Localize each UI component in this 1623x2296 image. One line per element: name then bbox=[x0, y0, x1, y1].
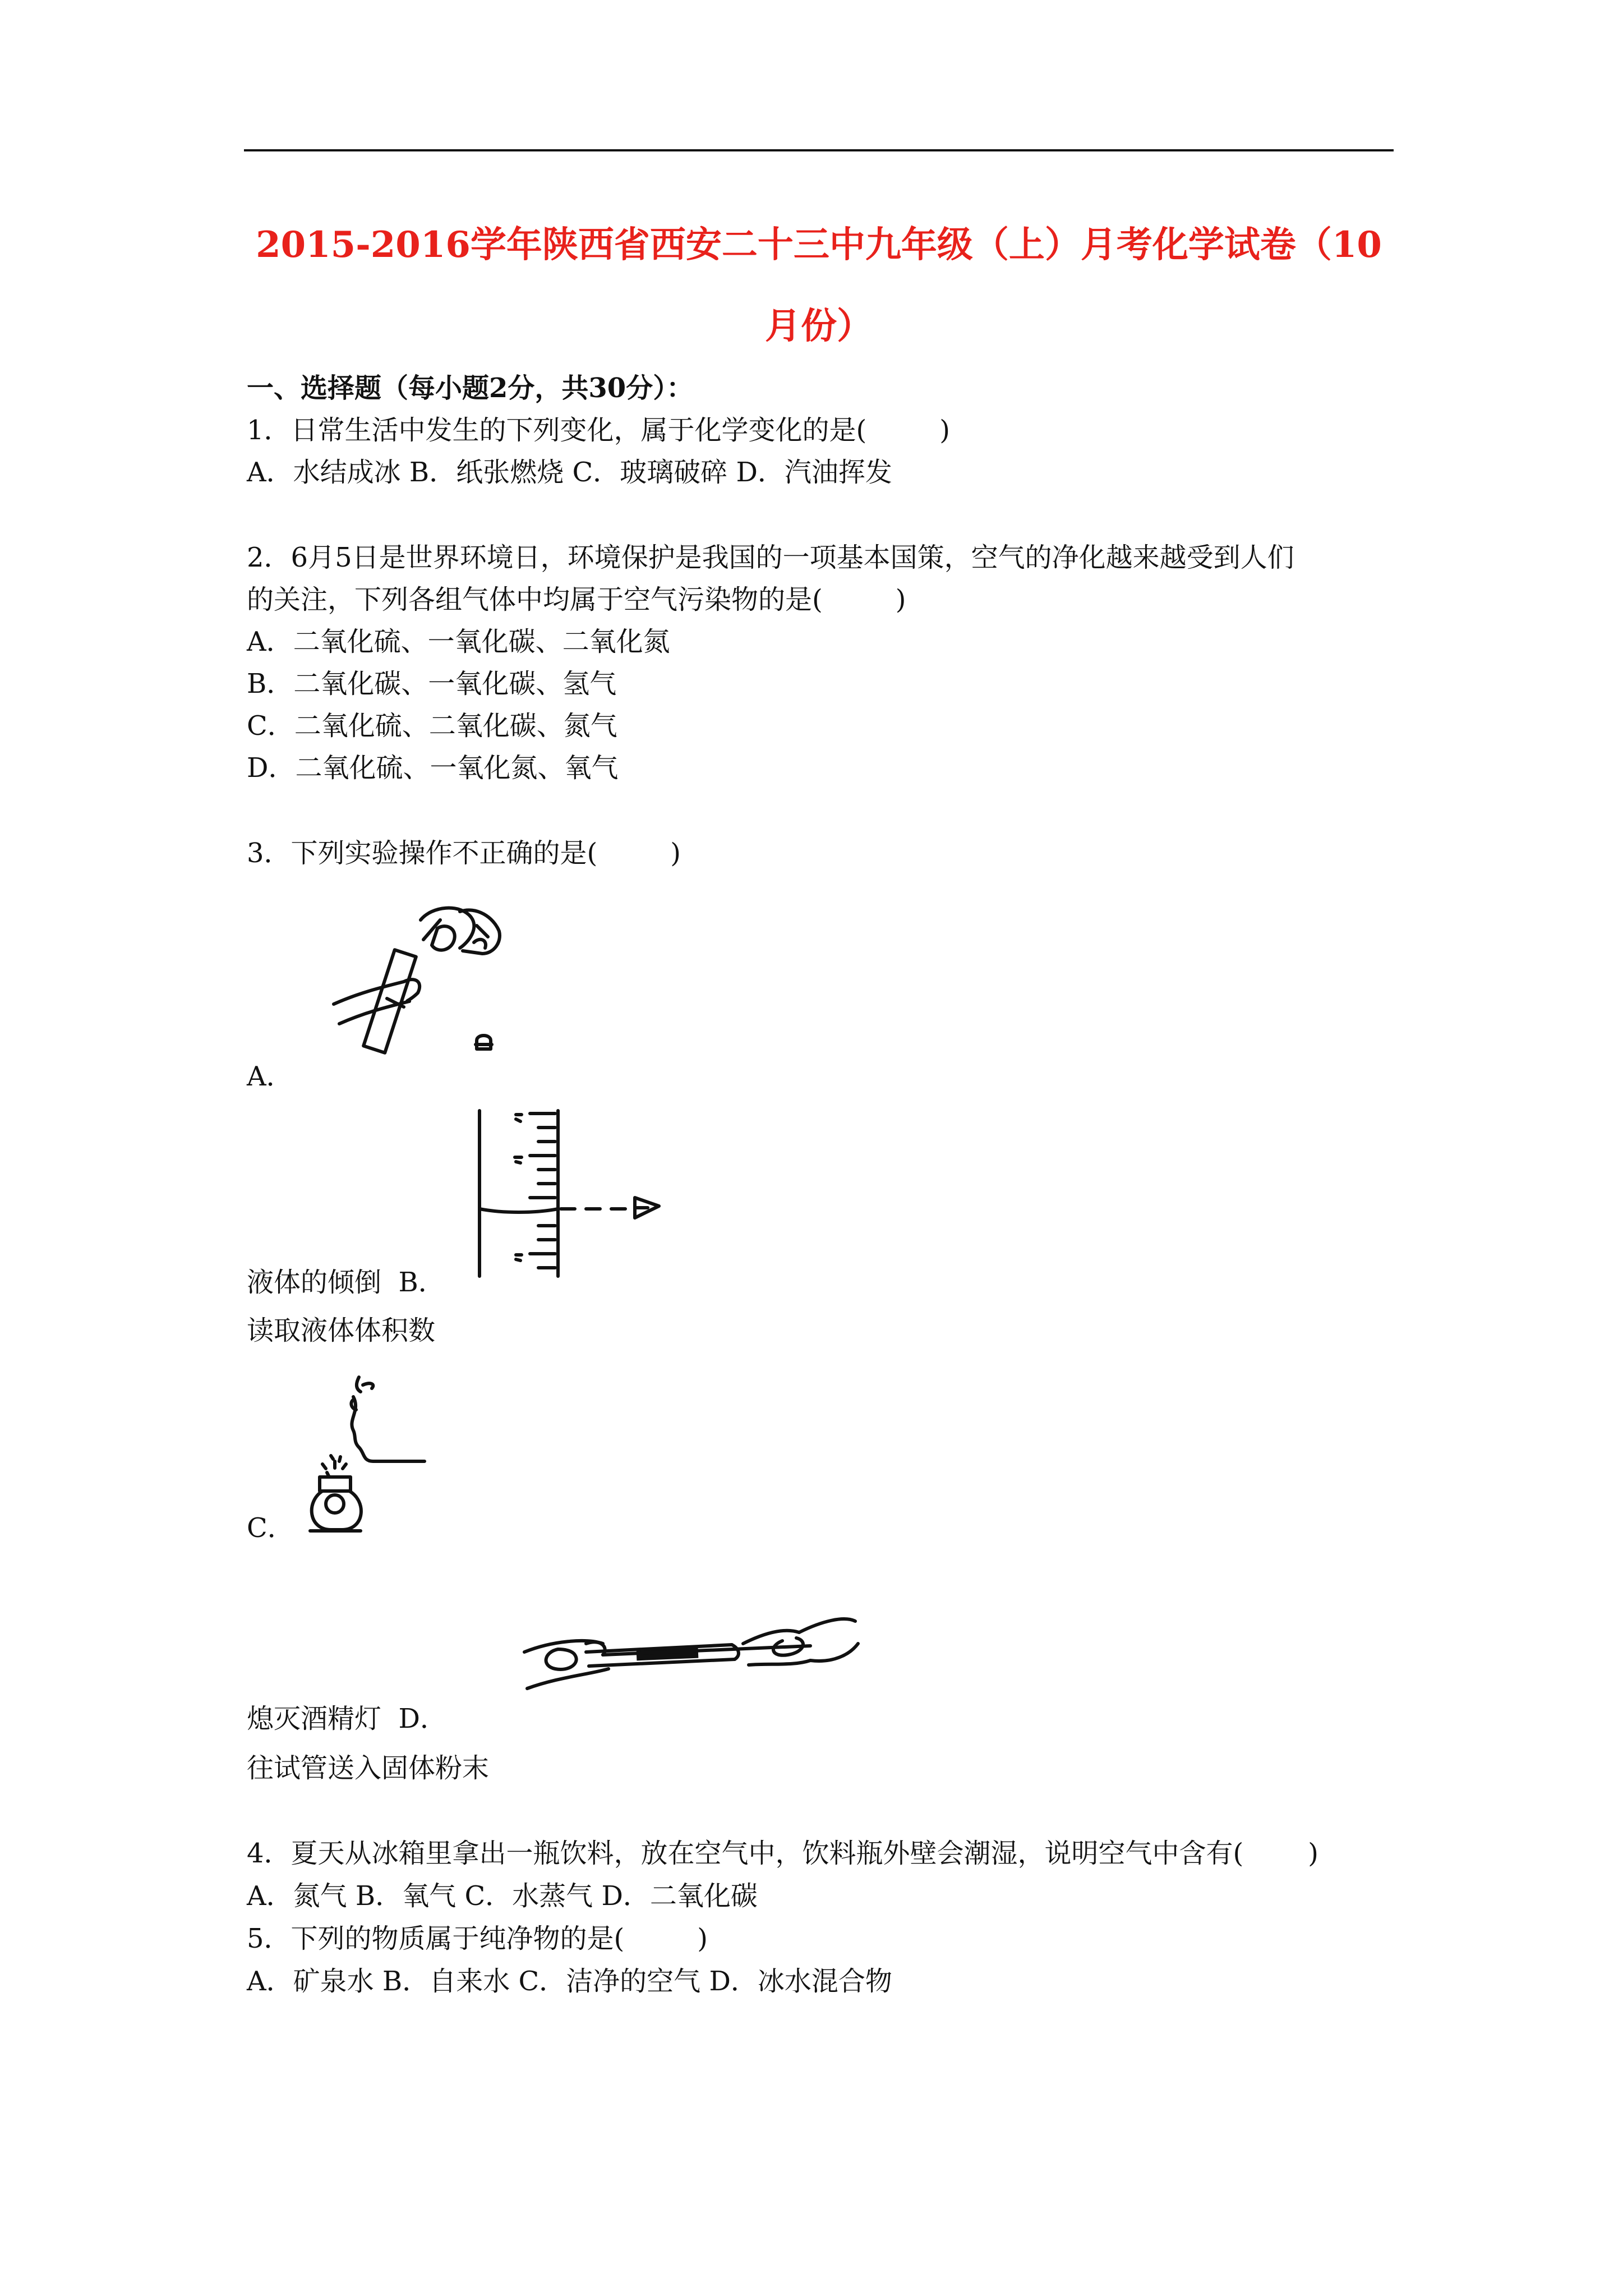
question-5-stem: 5．下列的物质属于纯净物的是( ) bbox=[247, 1923, 708, 1954]
question-5-options: A．矿泉水 B．自来水 C．洁净的空气 D．冰水混合物 bbox=[247, 1966, 892, 1997]
graduated-cylinder-figure bbox=[477, 1108, 667, 1287]
question-2-stem-line1: 2．6月5日是世界环境日，环境保护是我国的一项基本国策，空气的净化越来越受到人们 bbox=[247, 542, 1294, 573]
header-rule bbox=[244, 149, 1394, 151]
question-3-b-caption: 读取液体体积数 bbox=[247, 1315, 436, 1346]
page-title-continued: 月份） bbox=[765, 305, 873, 347]
question-2-option-a: A．二氧化硫、一氧化碳、二氧化氮 bbox=[247, 626, 670, 657]
question-2-stem-line2: 的关注，下列各组气体中均属于空气污染物的是( ) bbox=[247, 584, 906, 615]
question-1-stem: 1．日常生活中发生的下列变化，属于化学变化的是( ) bbox=[247, 415, 951, 446]
question-3-d-caption: 往试管送入固体粉末 bbox=[247, 1752, 490, 1784]
question-4-stem: 4．夏天从冰箱里拿出一瓶饮料，放在空气中，饮料瓶外壁会潮湿，说明空气中含有( ) bbox=[247, 1838, 1319, 1869]
question-3-c-letter: C． bbox=[247, 1512, 294, 1544]
question-3-a-caption: 液体的倾倒 B． bbox=[247, 1267, 445, 1298]
alcohol-lamp-figure bbox=[300, 1372, 440, 1540]
question-2-option-b: B．二氧化碳、一氧化碳、氢气 bbox=[247, 668, 617, 700]
page-title: 2015-2016学年陕西省西安二十三中九年级（上）月考化学试卷（10 bbox=[256, 224, 1382, 266]
question-3-c-caption: 熄灭酒精灯 D． bbox=[247, 1703, 448, 1734]
question-2-option-c: C．二氧化硫、二氧化碳、氮气 bbox=[247, 710, 617, 742]
question-3-stem: 3．下列实验操作不正确的是( ) bbox=[247, 838, 681, 869]
pouring-liquid-figure bbox=[325, 898, 516, 1066]
question-3-a-letter: A． bbox=[247, 1061, 293, 1092]
question-1-options: A．水结成冰 B．纸张燃烧 C．玻璃破碎 D．汽油挥发 bbox=[247, 457, 892, 488]
question-4-options: A．氮气 B．氧气 C．水蒸气 D．二氧化碳 bbox=[247, 1880, 758, 1912]
section-heading: 一、选择题（每小题2分，共30分）： bbox=[247, 372, 694, 404]
question-2-option-d: D．二氧化硫、一氧化氮、氧气 bbox=[247, 752, 619, 784]
test-tube-powder-figure bbox=[519, 1610, 866, 1705]
